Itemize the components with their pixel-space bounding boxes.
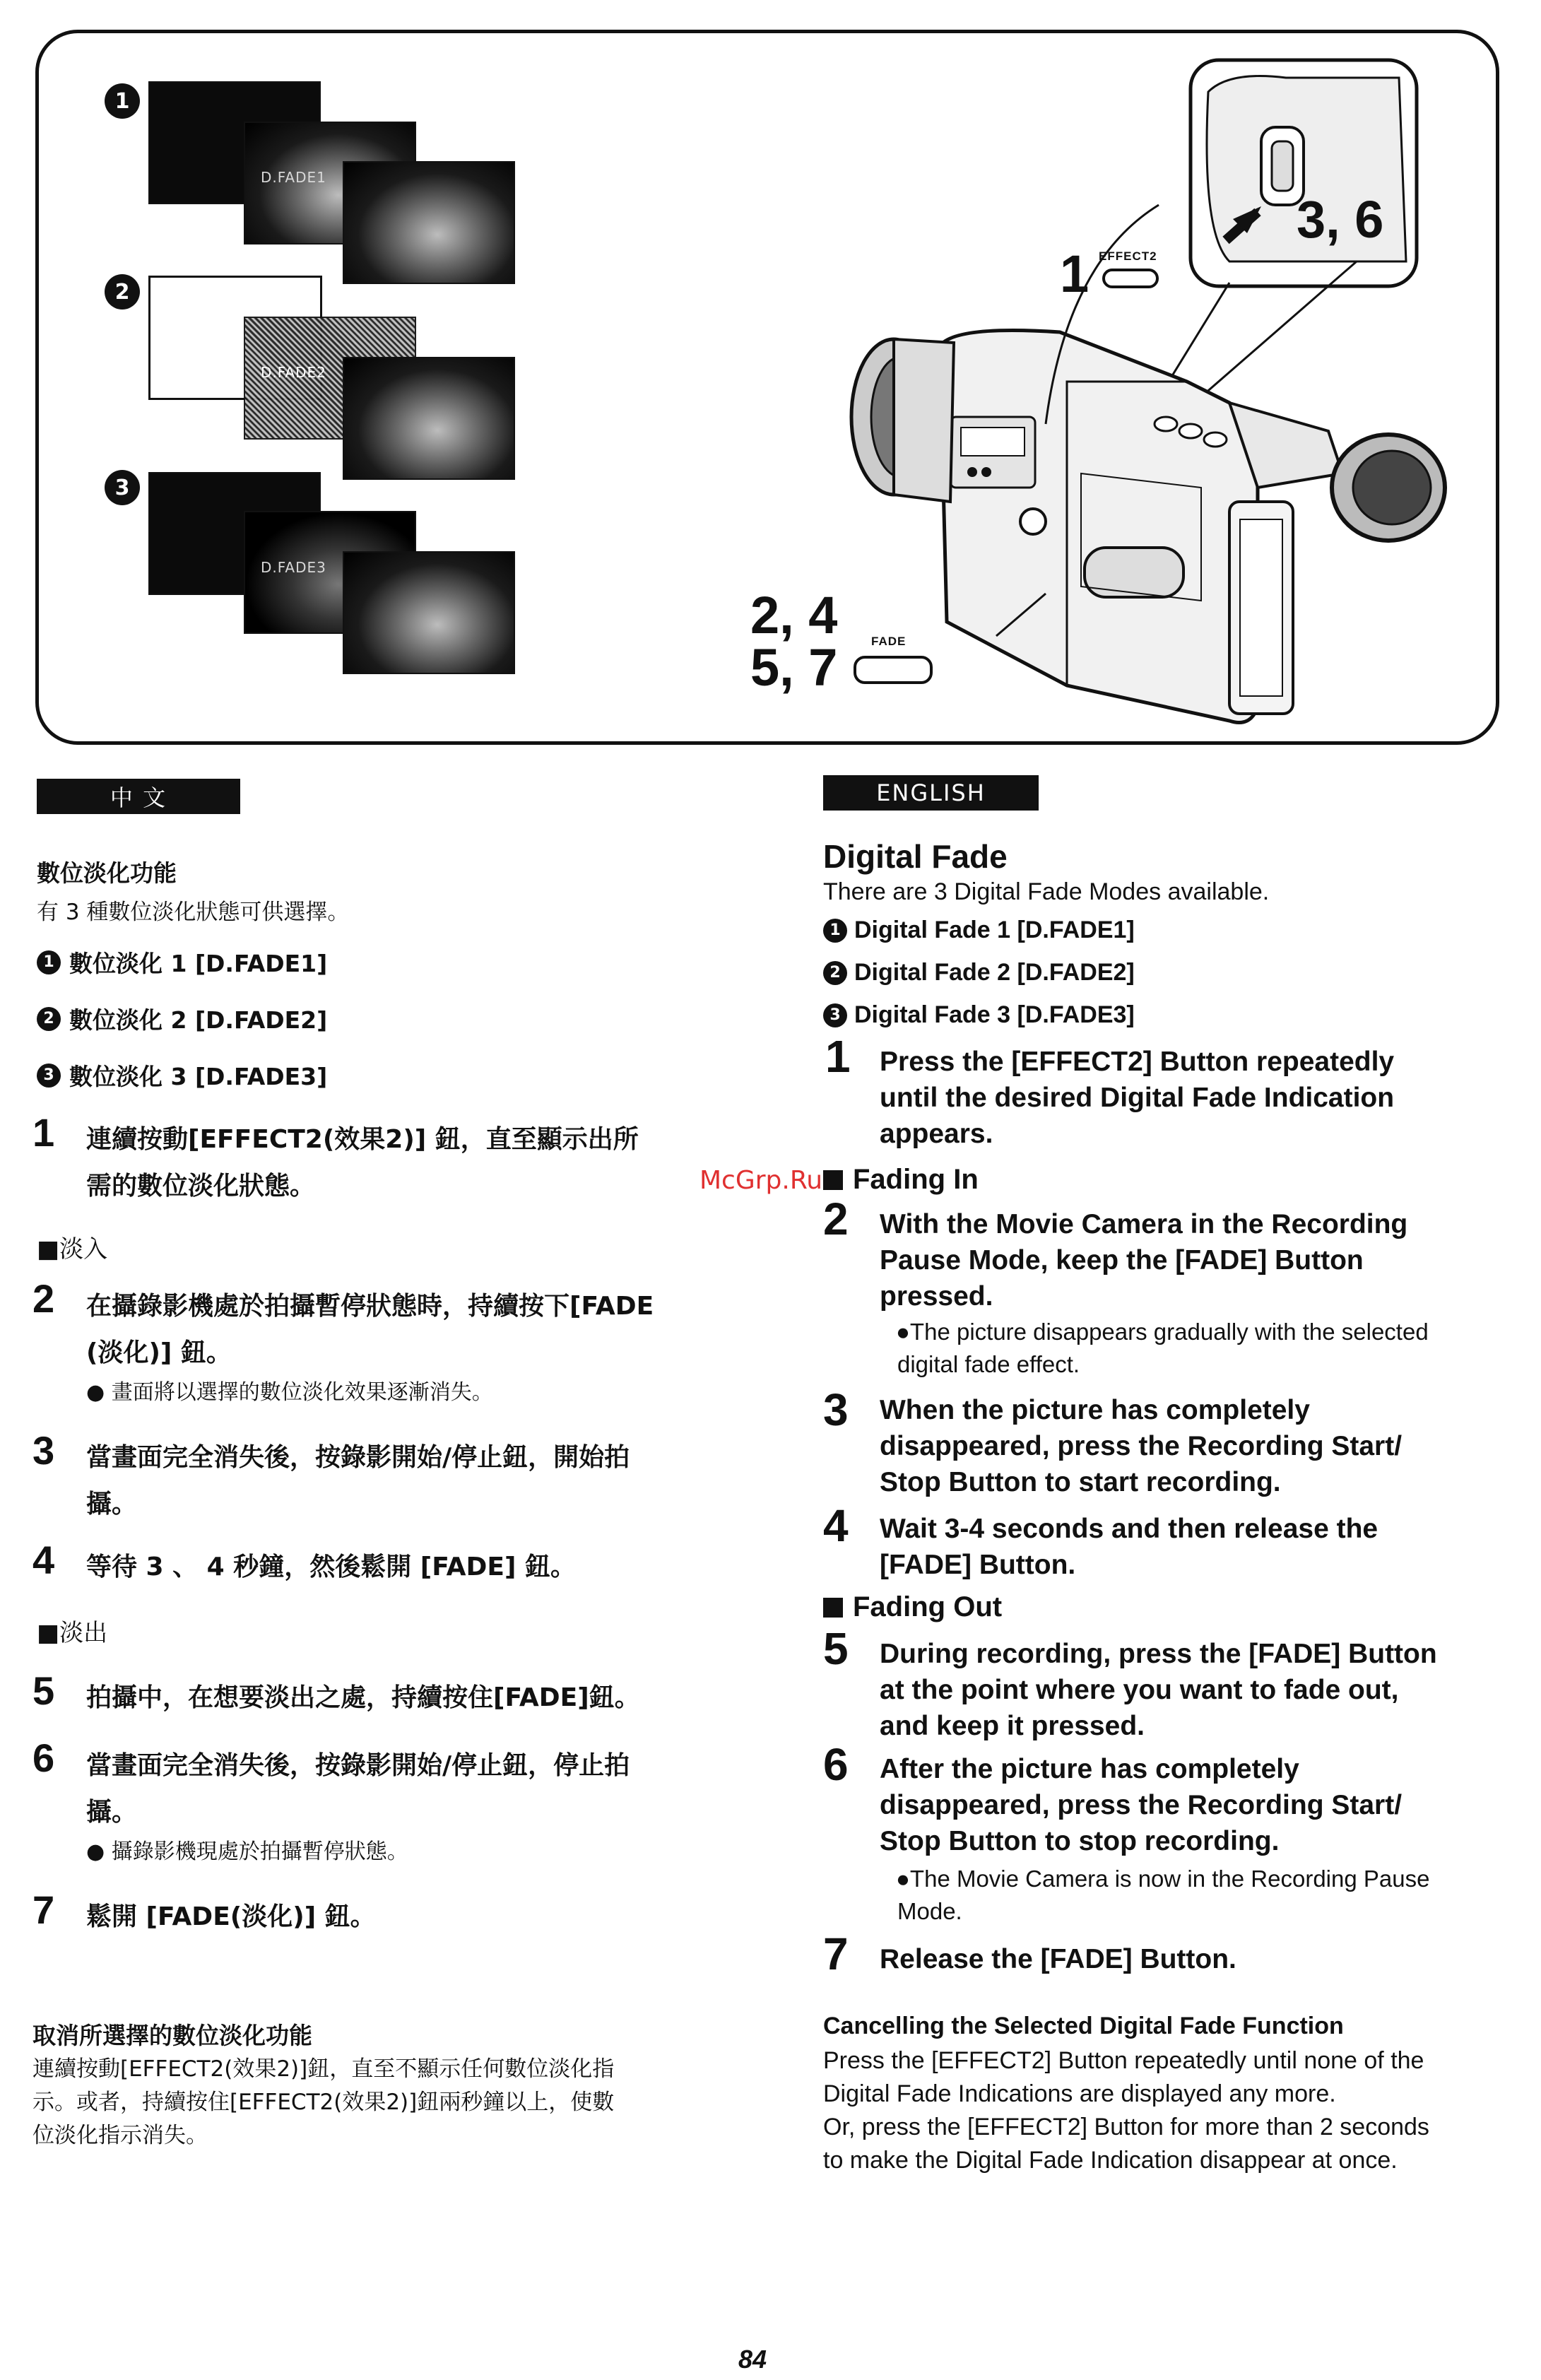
english-mode-3-label: Digital Fade 3 [D.FADE3] (854, 1001, 1135, 1028)
chinese-step-3-text (86, 1435, 630, 1528)
english-step-4-line-2: [FADE] Button. (880, 1550, 1076, 1580)
mode-bullet-2: 2 (105, 274, 140, 310)
english-cancel-line-1: Press the [EFFECT2] Button repeatedly until none of the (823, 2047, 1424, 2074)
english-step-6-note-line-2: Mode. (897, 1898, 962, 1924)
english-step-1-number: 1 (825, 1031, 851, 1082)
fade1-screen-label: D.FADE1 (261, 169, 326, 186)
english-step-4-line-1: Wait 3-4 seconds and then release the (880, 1514, 1378, 1544)
english-step-6-note (896, 1863, 1429, 1928)
chinese-step-7-number: 7 (33, 1887, 55, 1932)
fade3-screen-label: D.FADE3 (261, 559, 326, 576)
english-step-2-text (880, 1206, 1407, 1314)
effect2-button-caption: EFFECT2 (1099, 249, 1157, 263)
english-cancel-line-2: Digital Fade Indications are displayed any more. (823, 2080, 1336, 2107)
english-cancel-line-3: Or, press the [EFFECT2] Button for more than 2 seconds (823, 2114, 1429, 2140)
chinese-step-6-line-2: 攝。 (86, 1798, 138, 1827)
effect2-button-icon (1102, 269, 1159, 288)
english-step-2-line-3: pressed. (880, 1281, 993, 1312)
english-step-3-line-3: Stop Button to start recording. (880, 1467, 1281, 1497)
chinese-step-2-line-2: (淡化)] 鈕。 (86, 1338, 232, 1367)
square-bullet-icon (823, 1170, 843, 1190)
english-step-6-note-line-1: ●The Movie Camera is now in the Recording Pause (896, 1866, 1430, 1892)
fade-button-caption: FADE (871, 635, 907, 648)
english-step-1-line-1: Press the [EFFECT2] Button repeatedly (880, 1047, 1395, 1077)
english-step-5-line-3: and keep it pressed. (880, 1711, 1145, 1741)
callout-fade-steps-1: 2, 4 (750, 586, 838, 644)
mode-number-icon: 3 (823, 1003, 847, 1027)
chinese-step-6-number: 6 (33, 1736, 55, 1780)
chinese-step-4-text: 等待 3 、 4 秒鐘，然後鬆開 [FADE] 鈕。 (86, 1553, 577, 1581)
english-fade-in-heading (823, 1164, 979, 1196)
chinese-step-6-text (86, 1743, 630, 1836)
chinese-step-2-note: ● 畫面將以選擇的數位淡化效果逐漸消失。 (86, 1380, 493, 1405)
chinese-step-1-line-2: 需的數位淡化狀態。 (86, 1172, 316, 1201)
chinese-title: 數位淡化功能 (37, 859, 177, 887)
chinese-cancel-text (33, 2053, 614, 2152)
english-step-3-line-1: When the picture has completely (880, 1395, 1310, 1425)
chinese-cancel-line-2: 示。或者，持續按住[EFFECT2(效果2)]鈕兩秒鐘以上，使數 (33, 2090, 615, 2115)
chinese-section-header: 中 文 (37, 779, 240, 814)
english-step-1-line-2: until the desired Digital Fade Indication (880, 1083, 1395, 1113)
english-mode-1 (823, 917, 1135, 944)
english-step-6-line-2: disappeared, press the Recording Start/ (880, 1790, 1403, 1820)
english-step-2-note-line-2: digital fade effect. (897, 1351, 1080, 1377)
callout-fade-steps-2: 5, 7 (750, 638, 838, 697)
english-step-3-text (880, 1392, 1402, 1500)
english-fade-out-label: Fading Out (853, 1591, 1003, 1622)
english-section-header: ENGLISH (823, 775, 1039, 811)
chinese-step-1-text (86, 1117, 639, 1210)
chinese-step-6-line-1: 當畫面完全消失後，按錄影開始/停止鈕，停止拍 (86, 1751, 630, 1780)
english-step-2-note (896, 1316, 1429, 1381)
chinese-fade-in-heading: ■淡入 (37, 1235, 108, 1263)
chinese-step-3-line-2: 攝。 (86, 1490, 138, 1519)
chinese-mode-2-label: 數位淡化 2 [D.FADE2] (69, 1006, 328, 1034)
mode-bullet-1: 1 (105, 83, 140, 119)
english-step-1-text (880, 1044, 1394, 1152)
english-cancel-text (823, 2044, 1429, 2177)
mode-number-icon: 2 (37, 1007, 61, 1031)
english-step-3-line-2: disappeared, press the Recording Start/ (880, 1431, 1403, 1461)
mode-bullet-3: 3 (105, 470, 140, 505)
fade2-screen-label: D.FADE2 (261, 364, 326, 381)
english-step-5-line-2: at the point where you want to fade out, (880, 1675, 1399, 1705)
english-step-5-text (880, 1636, 1437, 1744)
english-step-7-number: 7 (823, 1928, 849, 1979)
english-cancel-line-4: to make the Digital Fade Indication disappear at once. (823, 2147, 1398, 2174)
mode-number-icon: 1 (823, 919, 847, 943)
english-mode-1-label: Digital Fade 1 [D.FADE1] (854, 917, 1135, 943)
chinese-step-3-number: 3 (33, 1428, 55, 1473)
english-step-6-number: 6 (823, 1739, 849, 1790)
english-step-6-text (880, 1751, 1402, 1859)
english-mode-2 (823, 959, 1135, 986)
english-step-2-line-2: Pause Mode, keep the [FADE] Button (880, 1245, 1364, 1276)
mode-number-icon: 1 (37, 950, 61, 974)
chinese-step-1-number: 1 (33, 1110, 55, 1155)
chinese-mode-1 (37, 945, 327, 979)
chinese-mode-2 (37, 1002, 327, 1035)
chinese-cancel-line-3: 位淡化指示消失。 (33, 2123, 208, 2148)
english-fade-in-label: Fading In (853, 1164, 979, 1195)
chinese-step-6-note: ● 攝錄影機現處於拍攝暫停狀態。 (86, 1839, 408, 1864)
chinese-mode-1-label: 數位淡化 1 [D.FADE1] (69, 950, 328, 977)
english-cancel-title: Cancelling the Selected Digital Fade Function (823, 2013, 1344, 2039)
fade1-screen-horse (343, 161, 515, 284)
chinese-step-5-number: 5 (33, 1668, 55, 1713)
fade3-screen-horse (343, 551, 515, 674)
english-step-7-text: Release the [FADE] Button. (880, 1944, 1236, 1974)
english-step-6-line-1: After the picture has completely (880, 1754, 1299, 1784)
english-step-2-note-line-1: ●The picture disappears gradually with the selected (896, 1319, 1429, 1345)
english-fade-out-heading (823, 1591, 1002, 1623)
chinese-cancel-line-1: 連續按動[EFFECT2(效果2)]鈕，直至不顯示任何數位淡化指 (33, 2056, 615, 2082)
english-step-4-text (880, 1511, 1378, 1583)
page-number: 84 (738, 2345, 767, 2374)
english-mode-3 (823, 1001, 1135, 1029)
fade2-screen-horse (343, 357, 515, 480)
chinese-fade-out-heading: ■淡出 (37, 1619, 108, 1647)
watermark: McGrp.Ru (699, 1166, 823, 1195)
chinese-intro: 有 3 種數位淡化狀態可供選擇。 (37, 900, 350, 925)
english-step-1-line-3: appears. (880, 1119, 993, 1149)
chinese-step-3-line-1: 當畫面完全消失後，按錄影開始/停止鈕，開始拍 (86, 1443, 630, 1472)
chinese-mode-3 (37, 1059, 327, 1092)
callout-effect-step: 1 (1060, 245, 1090, 303)
english-intro: There are 3 Digital Fade Modes available. (823, 878, 1270, 905)
mode-number-icon: 3 (37, 1064, 61, 1088)
chinese-mode-3-label: 數位淡化 3 [D.FADE3] (69, 1063, 328, 1090)
fade-button-icon (854, 656, 933, 684)
square-bullet-icon (823, 1598, 843, 1618)
english-step-2-number: 2 (823, 1194, 849, 1244)
chinese-step-4-number: 4 (33, 1538, 55, 1582)
chinese-step-5-text: 拍攝中，在想要淡出之處，持續按住[FADE]鈕。 (86, 1683, 640, 1712)
chinese-step-2-number: 2 (33, 1276, 55, 1321)
english-step-2-line-1: With the Movie Camera in the Recording (880, 1209, 1408, 1239)
english-mode-2-label: Digital Fade 2 [D.FADE2] (854, 959, 1135, 986)
english-step-5-number: 5 (823, 1623, 849, 1674)
english-step-6-line-3: Stop Button to stop recording. (880, 1826, 1280, 1856)
english-step-5-line-1: During recording, press the [FADE] Button (880, 1639, 1437, 1669)
chinese-step-1-line-1: 連續按動[EFFECT2(效果2)] 鈕，直至顯示出所 (86, 1125, 639, 1154)
camcorder-illustration (834, 49, 1456, 728)
callout-top-steps: 3, 6 (1297, 190, 1384, 249)
chinese-step-2-text (86, 1283, 654, 1377)
chinese-step-2-line-1: 在攝錄影機處於拍攝暫停狀態時，持續按下[FADE (86, 1292, 654, 1321)
mode-number-icon: 2 (823, 961, 847, 985)
english-title: Digital Fade (823, 838, 1008, 875)
english-step-3-number: 3 (823, 1384, 849, 1435)
chinese-cancel-title: 取消所選擇的數位淡化功能 (33, 2022, 312, 2049)
chinese-step-7-text: 鬆開 [FADE(淡化)] 鈕。 (86, 1902, 376, 1931)
english-step-4-number: 4 (823, 1500, 849, 1551)
